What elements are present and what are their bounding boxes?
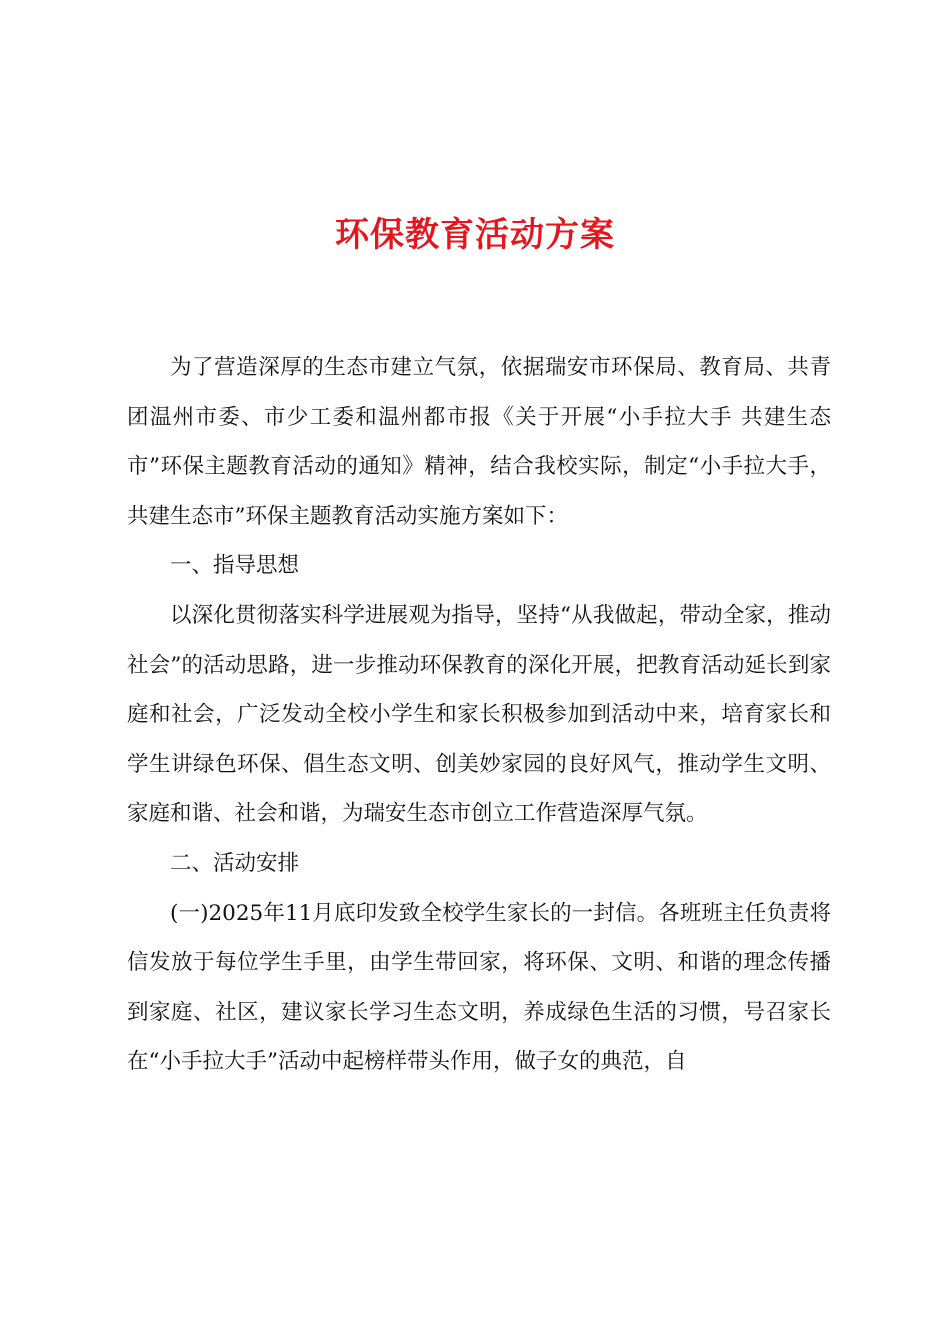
document-body bbox=[127, 343, 831, 1087]
document-title: 环保教育活动方案 bbox=[335, 215, 615, 255]
section-heading-guiding-thought: 一、指导思想 bbox=[170, 553, 300, 579]
intro-paragraph: 为了营造深厚的生态市建立气氛，依据瑞安市环保局、教育局、共青团温州市委、市少工委和温州都市报《关于开展“小手拉大手 共建生态市”环保主题教育活动的通知》精神，结合我校实际，制定“小手拉大手，共建生态市”环保主题教育活动实施方案如下： bbox=[127, 355, 831, 529]
activity-item-1-paragraph: (一)2025年11月底印发致全校学生家长的一封信。各班班主任负责将信发放于每位学生手里，由学生带回家，将环保、文明、和谐的理念传播到家庭、社区，建议家长学习生态文明，养成绿色生活的习惯，号召家长在“小手拉大手”活动中起榜样带头作用，做子女的典范，自 bbox=[127, 900, 831, 1075]
guiding-thought-paragraph: 以深化贯彻落实科学进展观为指导，坚持“从我做起，带动全家，推动社会”的活动思路，进一步推动环保教育的深化开展，把教育活动延长到家庭和社会，广泛发动全校小学生和家长积极参加到活动中来，培育家长和学生讲绿色环保、倡生态文明、创美妙家园的良好风气，推动学生文明、家庭和谐、社会和谐，为瑞安生态市创立工作营造深厚气氛。 bbox=[127, 602, 831, 827]
section-heading-activity-arrangement: 二、活动安排 bbox=[170, 850, 300, 876]
